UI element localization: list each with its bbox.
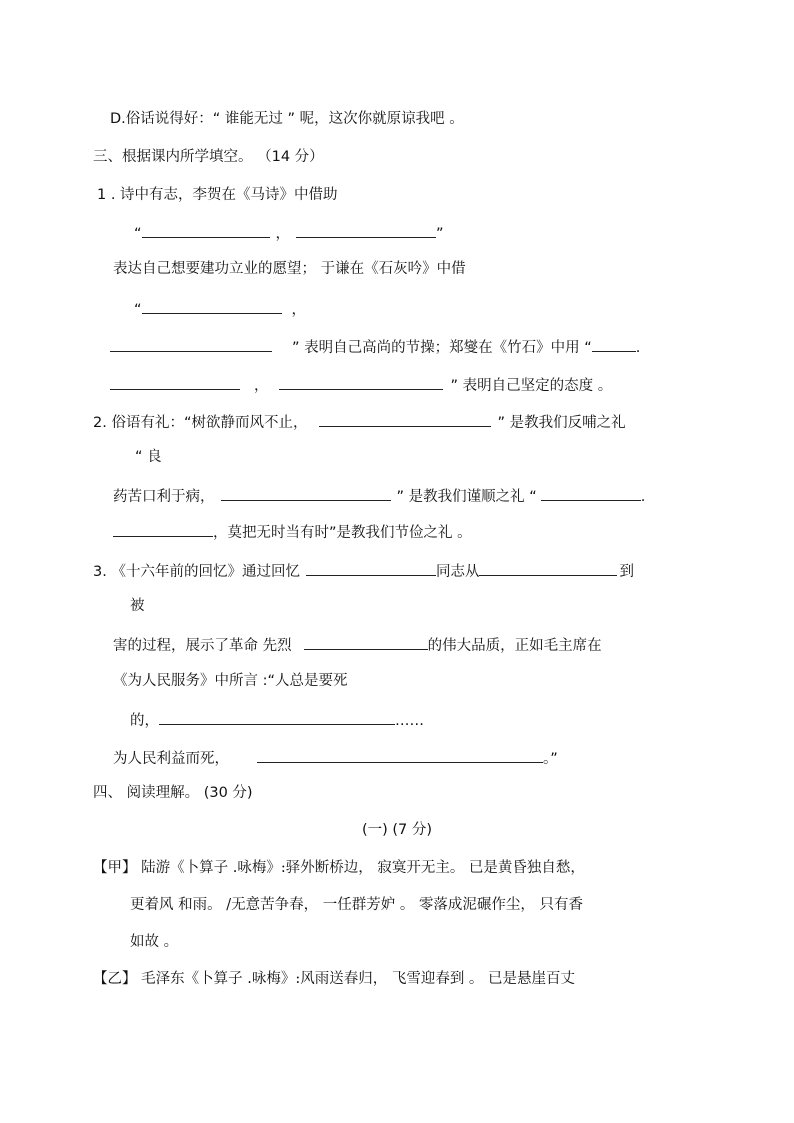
q3-line-3-text-2: 的伟大品质，正如毛主席在	[427, 638, 602, 654]
period-mark: .	[640, 489, 646, 505]
ellipsis: ……	[395, 713, 424, 729]
q1-line-2	[134, 221, 444, 244]
q3-intro: 3. 《十六年前的回忆》通过回忆	[93, 564, 300, 580]
q3-line-3	[113, 633, 602, 656]
q3-line-5	[130, 708, 424, 731]
answer-blank[interactable]	[541, 484, 641, 501]
answer-blank[interactable]	[296, 221, 436, 238]
passage-one-title: (一) (7 分)	[361, 822, 433, 838]
answer-blank[interactable]	[279, 373, 443, 390]
q2-line-4-text: ，莫把无时当有时”是教我们节俭之礼 。	[213, 525, 472, 541]
answer-blank[interactable]	[142, 221, 270, 238]
comma: ，	[254, 378, 269, 394]
close-quote: ”	[436, 226, 444, 242]
q1-intro: 1 . 诗中有志，李贺在《马诗》中借助	[97, 187, 338, 203]
answer-blank[interactable]	[257, 746, 543, 763]
q3-line-2: 被	[130, 598, 145, 614]
poem-a-line-3: 如故 。	[130, 934, 179, 950]
q2-line-4	[113, 520, 472, 543]
q3-text-from: 同志从	[435, 564, 480, 580]
answer-blank[interactable]	[221, 484, 391, 501]
answer-blank[interactable]	[113, 520, 213, 537]
q1-line-6-text: ” 表明自己坚定的态度 。	[450, 378, 613, 394]
q2-line-1-text: ” 是教我们反哺之礼	[497, 415, 626, 431]
answer-blank[interactable]	[110, 373, 240, 390]
section-three-heading: 三、根据课内所学填空。 （14 分）	[93, 149, 324, 165]
comma: ，	[291, 302, 307, 318]
q3-line-3-text: 害的过程，展示了革命 先烈	[113, 638, 292, 654]
answer-blank[interactable]	[110, 335, 272, 352]
answer-blank[interactable]	[479, 559, 617, 576]
option-d-text: D.俗话说得好：“ 谁能无过 ” 呢，这次你就原谅我吧 。	[110, 111, 464, 127]
open-quote: “	[134, 302, 142, 318]
answer-blank[interactable]	[319, 410, 491, 427]
q3-line-6-text: 为人民利益而死，	[113, 751, 229, 767]
q1-line-4	[134, 297, 306, 320]
q1-line-6	[110, 373, 612, 396]
q1-line-5	[110, 335, 640, 358]
answer-blank[interactable]	[159, 708, 395, 725]
q2-line-3-text-2: ” 是教我们谨顺之礼 “	[396, 489, 537, 505]
q2-line-1	[93, 410, 626, 433]
comma: ，	[275, 226, 291, 242]
q1-line-3: 表达自己想要建功立业的愿望； 于谦在《石灰吟》中借	[113, 261, 466, 277]
q2-intro: 2. 俗语有礼：“树欲静而风不止，	[93, 415, 308, 431]
answer-blank[interactable]	[592, 335, 636, 352]
period-mark: .	[635, 340, 641, 356]
q2-line-2: “ 良	[135, 449, 162, 465]
poem-a-line-1: 【甲】 陆游《卜算子 .咏梅》:驿外断桥边， 寂寞开无主。 已是黄昏独自愁，	[93, 860, 585, 876]
passage-one-heading	[0, 820, 794, 840]
answer-blank[interactable]	[142, 297, 282, 314]
poem-b-line-1: 【乙】 毛泽东《卜算子 .咏梅》:风雨送春归， 飞雪迎春到 。 已是悬崖百丈	[93, 971, 576, 987]
open-quote: “	[134, 226, 142, 242]
q2-line-3	[113, 484, 645, 507]
answer-blank[interactable]	[306, 559, 436, 576]
q3-line-4: 《为人民服务》中所言 :“人总是要死	[113, 673, 348, 689]
q1-line-5-text: ” 表明自己高尚的节操；郑燮在《竹石》中用 “	[292, 340, 592, 356]
q2-line-3-text: 药苦口利于病，	[113, 489, 215, 505]
poem-a-line-2: 更着风 和雨。 /无意苦争春， 一任群芳妒 。 零落成泥碾作尘， 只有香	[130, 897, 584, 913]
close-quote: 。”	[543, 751, 558, 767]
q3-line-6	[113, 746, 558, 769]
q3-text-to: 到	[619, 564, 634, 580]
section-four-heading: 四、 阅读理解。 (30 分)	[93, 785, 253, 801]
answer-blank[interactable]	[304, 633, 428, 650]
q3-line-5-text: 的，	[130, 713, 159, 729]
q3-line-1	[93, 559, 634, 582]
